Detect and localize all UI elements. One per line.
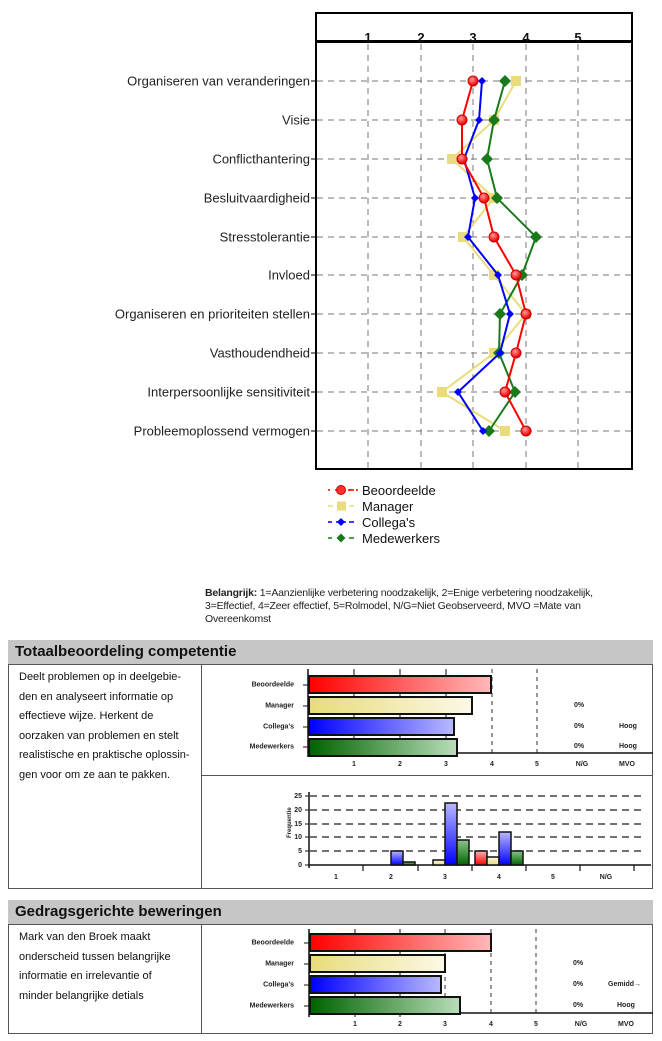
bar-label: Collega's [263,981,294,989]
svg-text:5: 5 [551,874,555,881]
row-label: Probleemoplossend vermogen [133,423,310,439]
diamond-marker-icon [328,514,358,530]
svg-text:4: 4 [497,874,501,881]
ng-value: 0% [573,960,584,967]
row-label: Besluitvaardigheid [203,190,310,206]
bar-label: Manager [265,960,294,968]
scale-tick-1: 1 [364,30,372,45]
row-label: Invloed [268,267,310,283]
row-label: Stresstolerantie [219,229,310,245]
row-label: Vasthoudendheid [209,345,310,361]
total-rating-bar-chart: Beoordeelde Manager Collega's Medewerkers 0% 0% 0% Hoog Hoog 1 2 3 4 5 N/G MVO [201,664,653,776]
bar-label: Collega's [263,723,294,731]
legend-item-collegas: Collega's [328,514,415,530]
svg-text:15: 15 [294,821,302,828]
scale-tick-2: 2 [417,30,425,45]
svg-text:2: 2 [389,874,393,881]
mvo-value: Hoog [619,723,637,730]
diamond-marker-icon [328,530,358,546]
row-label: Organiseren en prioriteiten stellen [114,306,310,322]
row-label: Organiseren van veranderingen [127,73,310,89]
frequency-histogram [201,775,653,889]
behavior-bar-chart: Beoordeelde Manager Collega's Medewerkers 0% 0% 0% Gemidd→ Hoog 1 2 3 4 5 N/G MVO [201,924,653,1034]
rating-scale-note: Belangrijk: 1=Aanzienlijke verbetering noodzakelijk, 2=Enige verbetering noodzakelijk, 3=Effectief, 4=Zeer effectief, 5=Rolmodel, N/G=Niet Geobserveerd, MVO =Mate van Overeenkomst [205,587,593,625]
scale-tick-4: 4 [522,30,530,45]
bar-manager [309,954,446,973]
circle-marker-icon [328,482,358,498]
square-marker-icon [328,498,358,514]
ng-value: 0% [574,743,585,750]
bar-manager [308,696,473,715]
svg-text:20: 20 [294,807,302,814]
scale-tick-3: 3 [469,30,477,45]
legend-item-beoordeelde: Beoordeelde [328,482,436,498]
gridlines [317,44,631,468]
row-label: Interpersoonlijke sensitiviteit [147,384,310,400]
mvo-value: Gemidd→ [608,981,642,988]
row-label: Visie [282,112,310,128]
y-axis-label: Frequentie [287,807,293,838]
behavior-statement-description: Mark van den Broek maakt onderscheid tussen belangrijke informatie en irrelevantie of minder belangrijke detials [8,924,202,1034]
section-header-totaalbeoordeling: Totaalbeoordeling competentie [8,640,653,664]
svg-text:N/G: N/G [599,874,613,881]
scale-tick-5: 5 [574,30,582,45]
row-label: Conflicthantering [212,151,310,167]
mvo-value: Hoog [619,743,637,750]
competency-description: Deelt problemen op in deelgebie- den en analyseert informatie op effectieve wijze. Herkent de oorzaken van problemen en stelt realistische en praktische oplossin- gen voor om ze aan te pakken. [8,664,202,889]
line-chart-plot [0,0,662,480]
svg-text:1: 1 [334,874,338,881]
legend-item-manager: Manager [328,498,413,514]
bar-medewerkers [309,996,461,1015]
svg-text:25: 25 [294,793,302,800]
svg-text:0: 0 [298,862,302,869]
bar-label: Manager [265,702,294,710]
svg-text:10: 10 [294,834,302,841]
svg-text:3: 3 [443,874,447,881]
ng-value: 0% [574,723,585,730]
bar-medewerkers [308,738,458,757]
bar-collegas [309,975,442,994]
bar-label: Medewerkers [249,743,294,751]
mvo-value: Hoog [617,1002,635,1009]
bar-label: Beoordeelde [251,681,294,689]
section-header-gedragsgerichte-beweringen: Gedragsgerichte beweringen [8,900,653,924]
bar-collegas [308,717,455,736]
bar-beoordeelde [308,675,492,694]
bar-beoordeelde [309,933,492,952]
ng-value: 0% [574,702,585,709]
series-medewerkers [481,75,542,437]
legend-item-medewerkers: Medewerkers [328,530,440,546]
ng-value: 0% [573,1002,584,1009]
svg-text:5: 5 [298,848,302,855]
ng-value: 0% [573,981,584,988]
bar-label: Medewerkers [249,1002,294,1010]
bar-label: Beoordeelde [251,939,294,947]
